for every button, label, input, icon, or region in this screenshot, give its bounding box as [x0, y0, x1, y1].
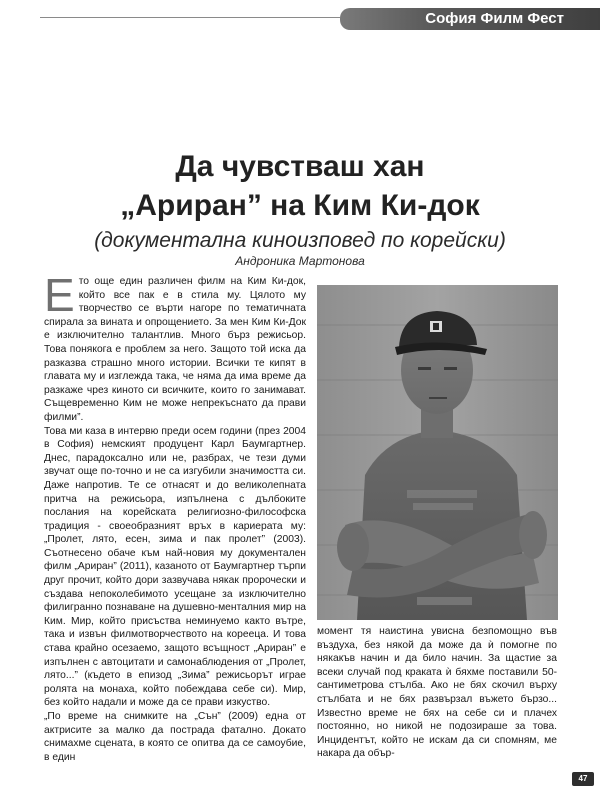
article-title-line2: „Ариран” на Ким Ки-док: [120, 189, 480, 222]
section-label: София Филм Фест: [425, 10, 564, 27]
article-title-line1: Да чувстваш хан: [175, 150, 425, 183]
paragraph-2: Това ми каза в интервю преди осем години (през 2004 в София) немският продуцент Карл Баумгартнер. Днес, парадоксално или не, разбрах, че тези думи звучат още по-точно и не са изгубили значимостта си. Даже напротив. Те се отнасят и до великолепната притча на режисьора, изпълнена с дълбоките послания на корейската религиозно-философска традиция - своеобразният връх в кариерата му: „Пролет, лято, есен, зима и пак пролет” (2003). Съотнесено обаче към най-новия му документален филм „Ариран” (2011), казаното от Баумгартнер търпи друг прочит, който дори зазвучава някак пророчески и създава непоколебимото усещане за изключително филигранно познаване на душевно-менталния мир на Ким. Мир, който присъства неминуемо както вътре, така и извън филмотворчеството на корееца. И това става крайно осезаемо, защото всъщност „Ариран” е изпълнен с автоцитати и самонаблюдения от „Пролет, лято...” (където в епизод „Зима” режисьорът играе ролята на монаха, който побеждава себе си). Мир, без който надали и може да се прави изкуство.: [44, 425, 306, 709]
article-subtitle: (документална киноизповед по корейски): [94, 229, 506, 252]
paragraph-1-text: то още един различен филм на Ким Ки-док, който все пак е в стила му. Цялото му творчество се върти нагоре по тематичната спирала за вината и опрощението. За мен Ким Ки-Док е изключително талантлив. Много бърз режисьор. Това понякога е проблем за него. Защото той иска да разказва страшно много истории. Всички те кипят в главата му и изглежда така, че няма да има време да разкаже чрез киното си всичките, които го занимават. Същевременно Ким не може непрекъснато да прави филми”.: [44, 276, 306, 423]
article-column-left: [44, 269, 306, 764]
drop-cap: Е: [44, 269, 75, 321]
page-number: 47: [572, 772, 594, 786]
paragraph-1: [44, 269, 306, 425]
section-header: [340, 8, 600, 30]
article-author: Андроника Мартонова: [235, 254, 365, 268]
article-column-right: [317, 625, 557, 761]
paragraph-3: „По време на снимките на „Сън” (2009) една от актрисите за малко да пострада фатално. Докато снимахме сцената, в която се опитва да се самоубие, в един: [44, 711, 306, 763]
director-photo: [317, 285, 558, 620]
header-rule: [40, 17, 340, 18]
paragraph-4: момент тя наистина увисна безпомощно във въздуха, без някой да може да ѝ помогне по някакъв начин и да било начин. За щастие за всеки случай под краката ѝ бяхме поставили 50-сантиметрова стълба. Ако не бях скочил върху стълбата и не бях развързал въжето бързо... Известно време не бях на себе си и плачех постоянно, но никой не подозираше за това. Инцидентът, който не искам да си спомням, ме накара да обър-: [317, 626, 557, 760]
